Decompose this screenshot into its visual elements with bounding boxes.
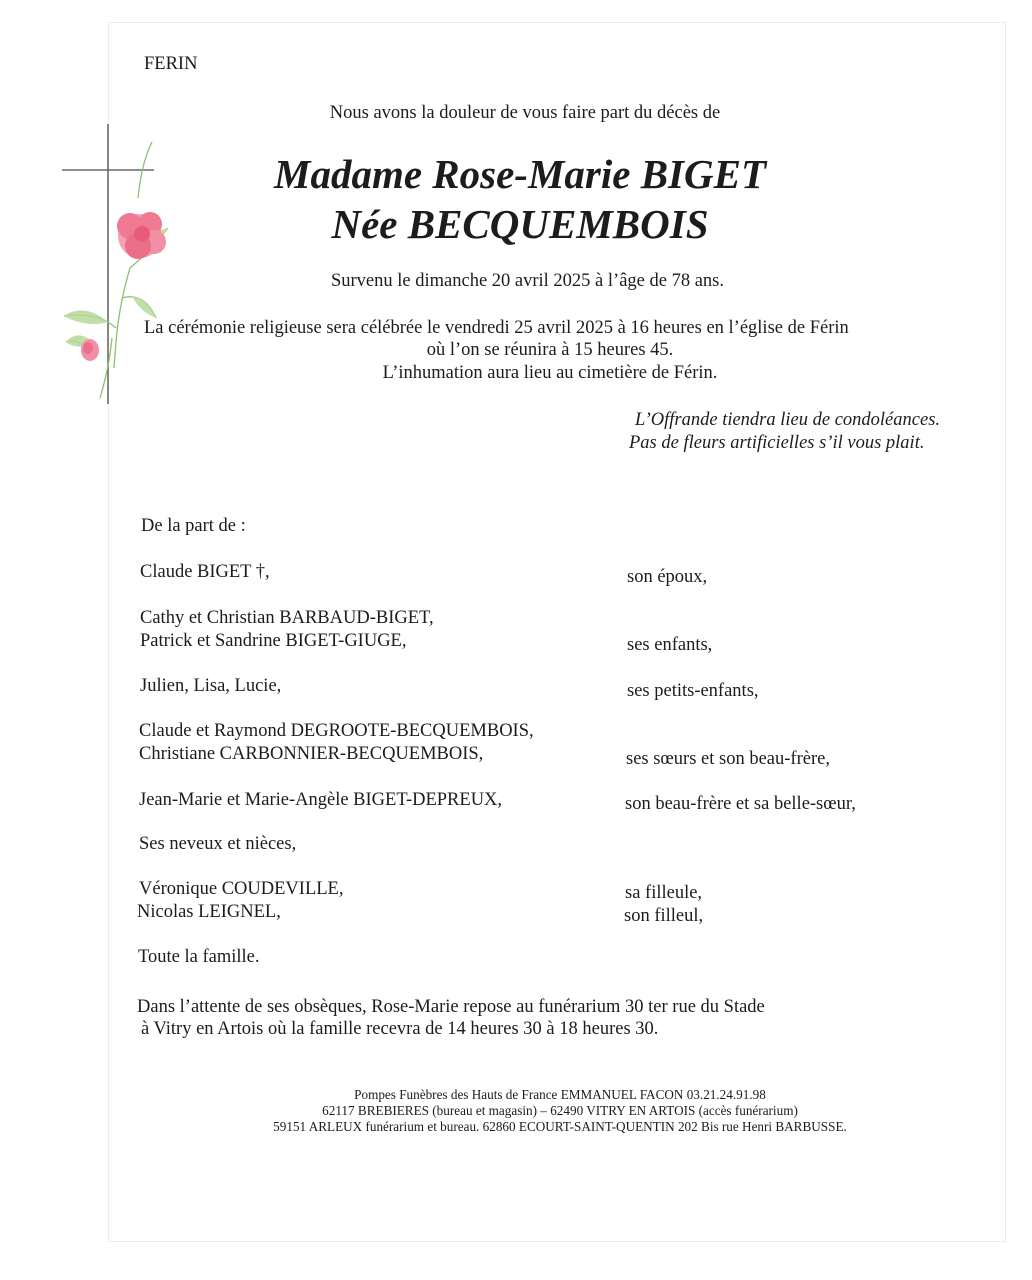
viewing-line-2: à Vitry en Artois où la famille recevra de 14 heures 30 à 18 heures 30. — [141, 1019, 659, 1039]
ceremony-line-1: La cérémonie religieuse sera célébrée le vendredi 25 avril 2025 à 16 heures en l’église de Férin — [144, 318, 849, 338]
family-name: Claude BIGET †, — [140, 562, 270, 582]
intro-line: Nous avons la douleur de vous faire part du décès de — [329, 103, 721, 123]
family-name: Nicolas LEIGNEL, — [137, 902, 281, 922]
bud-icon — [81, 339, 99, 361]
family-name: Cathy et Christian BARBAUD-BIGET, — [140, 608, 434, 628]
family-name: Patrick et Sandrine BIGET-GIUGE, — [140, 631, 407, 651]
family-relation: son époux, — [627, 567, 708, 587]
funeral-home-line-3: 59151 ARLEUX funérarium et bureau. 62860 ECOURT-SAINT-QUENTIN 202 Bis rue Henri BARBUSSE. — [273, 1119, 847, 1134]
maiden-name: Née BECQUEMBOIS — [331, 201, 709, 247]
family-relation: ses sœurs et son beau-frère, — [626, 749, 830, 769]
family-name: Julien, Lisa, Lucie, — [140, 676, 282, 696]
funeral-home-line-2: 62117 BREBIERES (bureau et magasin) – 62490 VITRY EN ARTOIS (accès funérarium) — [322, 1103, 798, 1118]
family-intro: De la part de : — [141, 516, 246, 536]
family-closing: Toute la famille. — [138, 947, 260, 967]
death-date: Survenu le dimanche 20 avril 2025 à l’âge de 78 ans. — [330, 271, 724, 291]
family-name: Ses neveux et nièces, — [139, 834, 297, 854]
family-name: Jean-Marie et Marie-Angèle BIGET-DEPREUX, — [139, 790, 503, 810]
family-relation: son beau-frère et sa belle-sœur, — [625, 794, 856, 814]
ceremony-line-2: où l’on se réunira à 15 heures 45. — [426, 340, 674, 360]
town-name: FERIN — [144, 54, 198, 74]
viewing-line-1: Dans l’attente de ses obsèques, Rose-Marie repose au funérarium 30 ter rue du Stade — [137, 997, 765, 1017]
family-name: Claude et Raymond DEGROOTE-BECQUEMBOIS, — [139, 721, 534, 741]
deceased-name: Madame Rose-Marie BIGET — [274, 151, 766, 197]
flowers-note: Pas de fleurs artificielles s’il vous plait. — [629, 433, 925, 453]
family-relation: sa filleule, — [625, 883, 703, 903]
family-relation: son filleul, — [624, 906, 704, 926]
burial-line: L’inhumation aura lieu au cimetière de Férin. — [382, 363, 718, 383]
family-relation: ses enfants, — [627, 635, 713, 655]
family-name: Christiane CARBONNIER-BECQUEMBOIS, — [139, 744, 484, 764]
family-name: Véronique COUDEVILLE, — [139, 879, 344, 899]
offering-note: L’Offrande tiendra lieu de condoléances. — [635, 410, 941, 430]
family-relation: ses petits-enfants, — [627, 681, 759, 701]
funeral-home-line-1: Pompes Funèbres des Hauts de France EMMANUEL FACON 03.21.24.91.98 — [354, 1087, 766, 1102]
